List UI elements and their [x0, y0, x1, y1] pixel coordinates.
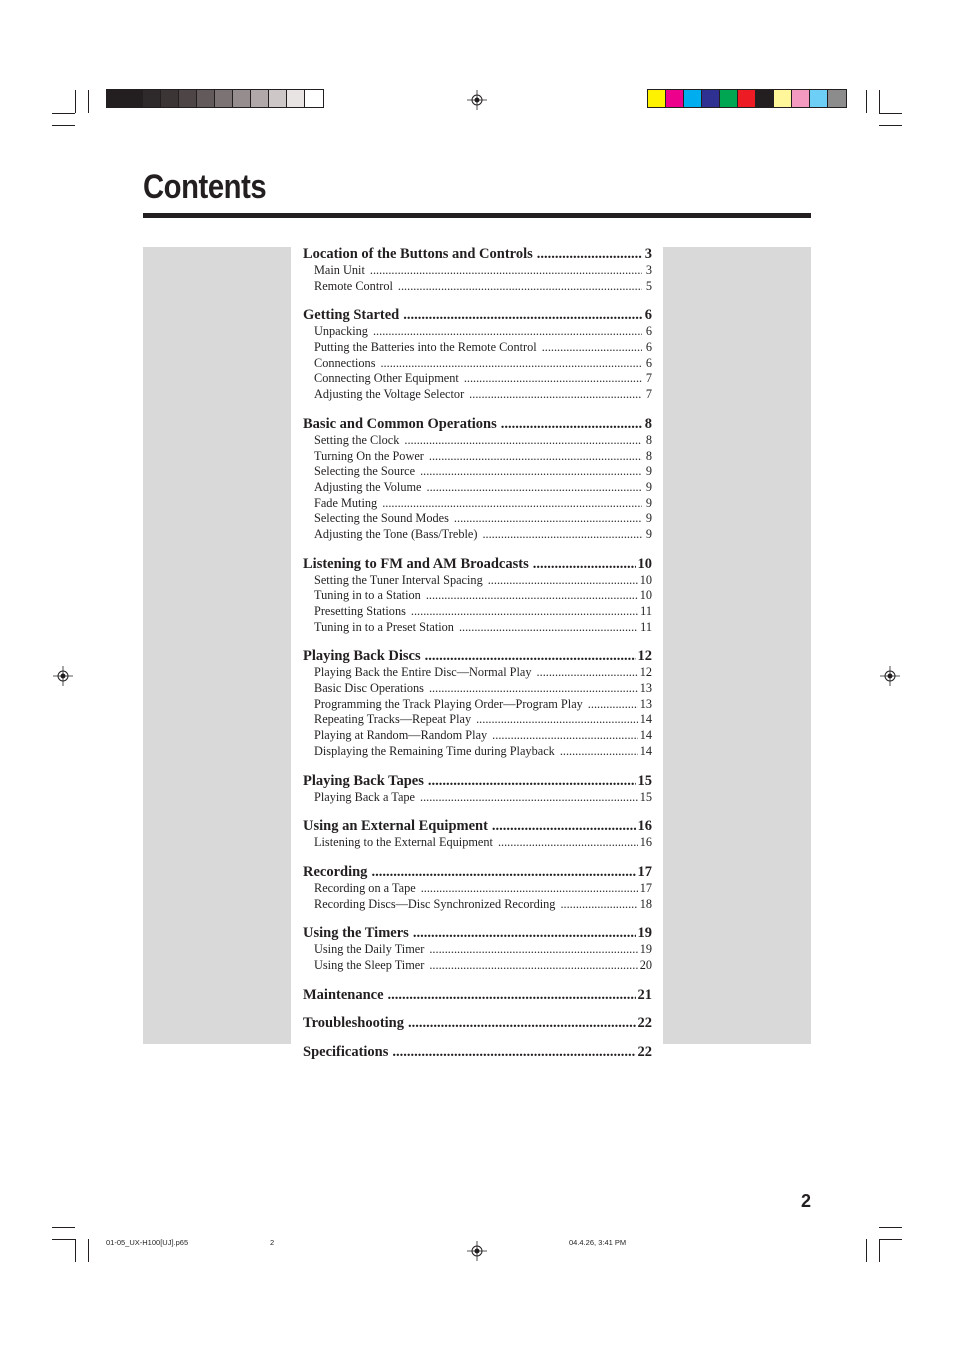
- toc-entry[interactable]: [303, 958, 652, 974]
- toc-heading[interactable]: [303, 863, 652, 881]
- toc-entry[interactable]: [303, 835, 652, 851]
- toc-entry-page: 13: [639, 696, 652, 711]
- dot-leader: [492, 728, 638, 744]
- toc-entry[interactable]: [303, 712, 652, 728]
- toc-heading-label: Recording: [303, 863, 368, 880]
- toc-entry-label: Using the Sleep Timer: [314, 957, 425, 972]
- dot-leader: [373, 324, 642, 340]
- footer-sheet: 2: [270, 1238, 275, 1247]
- dot-leader: [382, 496, 642, 512]
- dot-leader: [425, 647, 636, 665]
- toc-entry[interactable]: [303, 340, 652, 356]
- toc-entry[interactable]: [303, 728, 652, 744]
- dot-leader: [454, 511, 642, 527]
- toc-entry-page: 5: [645, 278, 652, 293]
- toc-heading-page: 19: [637, 925, 652, 942]
- toc-section: [303, 924, 652, 973]
- toc-entry[interactable]: [303, 665, 652, 681]
- dot-leader: [537, 665, 638, 681]
- color-swatch: [161, 90, 179, 107]
- footer-timestamp: 04.4.26, 3:41 PM: [569, 1238, 627, 1247]
- color-swatch: [756, 90, 774, 107]
- toc-heading[interactable]: [303, 1043, 652, 1061]
- toc-entry[interactable]: [303, 527, 652, 543]
- color-swatch: [251, 90, 269, 107]
- toc-entry-page: 11: [640, 619, 652, 634]
- dot-leader: [560, 897, 637, 913]
- page-title: Contents: [143, 168, 267, 206]
- toc-entry-label: Tuning in to a Station: [314, 588, 421, 603]
- toc-heading-page: 16: [637, 818, 652, 835]
- toc-entry[interactable]: [303, 433, 652, 449]
- registration-mark-icon: [53, 666, 73, 686]
- toc-entry-page: 9: [645, 511, 652, 526]
- toc-entry-page: 6: [645, 324, 652, 339]
- dot-leader: [429, 681, 638, 697]
- toc-heading-label: Specifications: [303, 1043, 389, 1060]
- toc-heading-label: Location of the Buttons and Controls: [303, 246, 533, 262]
- dot-leader: [421, 881, 638, 897]
- color-swatch: [179, 90, 197, 107]
- toc-entry-page: 6: [645, 340, 652, 355]
- toc-entry-label: Repeating Tracks—Repeat Play: [314, 712, 472, 727]
- color-swatch: [684, 90, 702, 107]
- page-number: 2: [801, 1191, 812, 1211]
- toc-entry[interactable]: [303, 496, 652, 512]
- dot-leader: [469, 387, 642, 403]
- toc-heading[interactable]: [303, 415, 652, 433]
- footer-filename: 01-05_UX-H100[UJ].p65: [106, 1238, 189, 1247]
- toc-entry-label: Main Unit: [314, 263, 365, 277]
- toc-section: [303, 1043, 652, 1061]
- toc-entry[interactable]: [303, 942, 652, 958]
- toc-entry-page: 3: [645, 263, 652, 277]
- toc-section: [303, 817, 652, 851]
- toc-heading[interactable]: [303, 245, 652, 263]
- toc-heading-label: Using the Timers: [303, 925, 409, 942]
- dot-leader: [371, 863, 635, 881]
- registration-mark-icon: [467, 90, 487, 110]
- toc-section: [303, 647, 652, 759]
- color-swatch: [648, 90, 666, 107]
- toc-entry[interactable]: [303, 387, 652, 403]
- toc-entry-label: Connections: [314, 355, 376, 370]
- toc-entry-label: Setting the Tuner Interval Spacing: [314, 572, 483, 587]
- toc-entry-label: Using the Daily Timer: [314, 942, 425, 957]
- toc-entry-label: Recording on a Tape: [314, 880, 416, 895]
- toc-entry-page: 7: [645, 371, 652, 386]
- dot-leader: [429, 942, 637, 958]
- dot-leader: [476, 712, 638, 728]
- registration-mark-icon: [467, 1241, 487, 1261]
- toc-entry-page: 8: [645, 432, 652, 447]
- toc-heading-page: 12: [637, 648, 652, 665]
- toc-heading-page: 15: [637, 772, 652, 789]
- toc-entry[interactable]: [303, 790, 652, 806]
- color-swatch: [233, 90, 251, 107]
- dot-leader: [413, 924, 636, 942]
- toc-heading[interactable]: [303, 555, 652, 573]
- toc-entry-label: Adjusting the Voltage Selector: [314, 387, 465, 402]
- toc-entry-page: 17: [639, 880, 652, 895]
- toc-entry-page: 9: [645, 526, 652, 541]
- toc-entry-page: 19: [639, 942, 652, 957]
- toc-entry-page: 14: [639, 743, 652, 758]
- toc-section: [303, 986, 652, 1004]
- toc-entry-page: 14: [639, 728, 652, 743]
- color-swatch: [828, 90, 846, 107]
- toc-entry[interactable]: [303, 324, 652, 340]
- toc-heading[interactable]: [303, 306, 652, 324]
- toc-entry[interactable]: [303, 573, 652, 589]
- dot-leader: [426, 588, 638, 604]
- toc-entry-page: 15: [639, 789, 652, 804]
- toc-entry[interactable]: [303, 511, 652, 527]
- color-swatch: [666, 90, 684, 107]
- toc-entry-page: 11: [640, 604, 652, 618]
- toc-entry[interactable]: [303, 681, 652, 697]
- toc-heading-label: Maintenance: [303, 986, 384, 1003]
- color-swatch: [305, 90, 323, 107]
- toc-entry[interactable]: [303, 371, 652, 387]
- dot-leader: [588, 697, 638, 713]
- dot-leader: [429, 449, 642, 465]
- toc-heading-label: Listening to FM and AM Broadcasts: [303, 555, 529, 572]
- dot-leader: [488, 573, 638, 589]
- toc-heading[interactable]: [303, 924, 652, 942]
- toc-heading-label: Playing Back Discs: [303, 648, 421, 665]
- toc-entry-label: Displaying the Remaining Time during Playback: [314, 743, 555, 758]
- toc-entry[interactable]: [303, 464, 652, 480]
- toc-heading[interactable]: [303, 772, 652, 790]
- color-swatch: [197, 90, 215, 107]
- dot-leader: [420, 464, 642, 480]
- dot-leader: [492, 817, 636, 835]
- toc-entry[interactable]: [303, 263, 652, 279]
- dot-leader: [429, 958, 637, 974]
- dot-leader: [427, 480, 643, 496]
- table-of-contents: [303, 245, 652, 1061]
- toc-heading[interactable]: [303, 1014, 652, 1032]
- toc-entry-label: Selecting the Source: [314, 464, 416, 479]
- toc-section: [303, 245, 652, 294]
- color-swatch: [215, 90, 233, 107]
- toc-entry-label: Listening to the External Equipment: [314, 835, 493, 850]
- dot-leader: [398, 279, 642, 295]
- registration-mark-icon: [880, 666, 900, 686]
- dot-leader: [404, 433, 642, 449]
- toc-section: [303, 306, 652, 402]
- dot-leader: [537, 245, 642, 263]
- toc-entry-label: Turning On the Power: [314, 448, 424, 463]
- toc-entry-page: 10: [639, 572, 652, 587]
- toc-entry-label: Playing at Random—Random Play: [314, 728, 488, 743]
- dot-leader: [459, 620, 638, 636]
- color-swatch: [720, 90, 738, 107]
- toc-entry-label: Basic Disc Operations: [314, 681, 424, 696]
- toc-entry-label: Tuning in to a Preset Station: [314, 619, 454, 634]
- right-side-panel: [663, 247, 811, 1044]
- toc-entry-page: 18: [639, 896, 652, 911]
- toc-heading-label: Playing Back Tapes: [303, 772, 424, 789]
- toc-entry-label: Unpacking: [314, 324, 368, 339]
- toc-heading-label: Basic and Common Operations: [303, 415, 497, 432]
- toc-heading-label: Using an External Equipment: [303, 818, 488, 835]
- dot-leader: [482, 527, 642, 543]
- toc-heading-label: Getting Started: [303, 307, 400, 324]
- color-swatch: [738, 90, 756, 107]
- dot-leader: [542, 340, 642, 356]
- toc-entry-label: Recording Discs—Disc Synchronized Recording: [314, 896, 556, 911]
- color-swatch: [143, 90, 161, 107]
- toc-heading-page: 17: [637, 863, 652, 880]
- toc-entry-page: 10: [639, 588, 652, 603]
- dot-leader: [403, 306, 642, 324]
- dot-leader: [370, 263, 642, 279]
- color-swatch: [287, 90, 305, 107]
- left-side-panel: [143, 247, 291, 1044]
- dot-leader: [560, 744, 638, 760]
- toc-entry[interactable]: [303, 356, 652, 372]
- dot-leader: [411, 604, 638, 620]
- color-swatch: [774, 90, 792, 107]
- toc-entry-label: Connecting Other Equipment: [314, 371, 459, 386]
- dot-leader: [420, 790, 638, 806]
- toc-heading-page: 21: [637, 986, 652, 1003]
- grayscale-bar: [106, 89, 324, 108]
- toc-section: [303, 772, 652, 806]
- dot-leader: [408, 1014, 636, 1032]
- toc-entry-page: 20: [639, 957, 652, 972]
- color-swatch: [269, 90, 287, 107]
- toc-heading-page: 3: [644, 246, 652, 262]
- color-swatch: [702, 90, 720, 107]
- dot-leader: [388, 986, 636, 1004]
- toc-heading-page: 22: [637, 1014, 652, 1031]
- toc-section: [303, 555, 652, 636]
- dot-leader: [428, 772, 636, 790]
- toc-entry[interactable]: [303, 881, 652, 897]
- toc-entry[interactable]: [303, 697, 652, 713]
- color-swatch: [107, 90, 125, 107]
- toc-entry-label: Setting the Clock: [314, 432, 400, 447]
- toc-entry-page: 9: [645, 464, 652, 479]
- toc-section: [303, 1014, 652, 1032]
- toc-entry-page: 7: [645, 387, 652, 402]
- toc-entry[interactable]: [303, 620, 652, 636]
- toc-entry-label: Fade Muting: [314, 495, 378, 510]
- toc-entry-label: Programming the Track Playing Order—Program Play: [314, 696, 583, 711]
- dot-leader: [464, 371, 642, 387]
- toc-heading-label: Troubleshooting: [303, 1014, 404, 1031]
- toc-entry-label: Adjusting the Tone (Bass/Treble): [314, 526, 478, 541]
- toc-entry-label: Selecting the Sound Modes: [314, 511, 449, 526]
- toc-heading-page: 10: [637, 555, 652, 572]
- toc-entry-label: Playing Back the Entire Disc—Normal Play: [314, 665, 532, 680]
- toc-entry-page: 9: [645, 479, 652, 494]
- toc-entry[interactable]: [303, 604, 652, 620]
- toc-heading[interactable]: [303, 647, 652, 665]
- dot-leader: [533, 555, 636, 573]
- toc-entry-page: 14: [639, 712, 652, 727]
- color-swatch: [810, 90, 828, 107]
- toc-heading-page: 8: [644, 415, 652, 432]
- toc-entry-page: 8: [645, 448, 652, 463]
- toc-entry[interactable]: [303, 744, 652, 760]
- toc-entry[interactable]: [303, 480, 652, 496]
- toc-entry[interactable]: [303, 588, 652, 604]
- color-swatch: [792, 90, 810, 107]
- toc-entry-label: Putting the Batteries into the Remote Control: [314, 340, 537, 355]
- dot-leader: [498, 835, 638, 851]
- toc-heading[interactable]: [303, 986, 652, 1004]
- toc-entry-page: 9: [645, 495, 652, 510]
- color-swatch: [125, 90, 143, 107]
- toc-heading-page: 6: [644, 307, 652, 324]
- toc-heading-page: 22: [637, 1043, 652, 1060]
- toc-entry-label: Playing Back a Tape: [314, 789, 416, 804]
- toc-entry[interactable]: [303, 897, 652, 913]
- toc-entry[interactable]: [303, 279, 652, 295]
- toc-section: [303, 863, 652, 912]
- toc-entry-page: 16: [639, 835, 652, 850]
- toc-entry-label: Remote Control: [314, 278, 393, 293]
- color-bar: [647, 89, 847, 108]
- dot-leader: [392, 1043, 635, 1061]
- toc-entry-page: 12: [639, 665, 652, 680]
- toc-entry-label: Adjusting the Volume: [314, 479, 422, 494]
- title-rule: [143, 213, 811, 218]
- toc-section: [303, 415, 652, 543]
- toc-entry-page: 13: [639, 681, 652, 696]
- dot-leader: [501, 415, 642, 433]
- toc-entry-label: Presetting Stations: [314, 604, 406, 618]
- toc-entry-page: 6: [645, 355, 652, 370]
- toc-heading[interactable]: [303, 817, 652, 835]
- toc-entry[interactable]: [303, 449, 652, 465]
- dot-leader: [380, 356, 642, 372]
